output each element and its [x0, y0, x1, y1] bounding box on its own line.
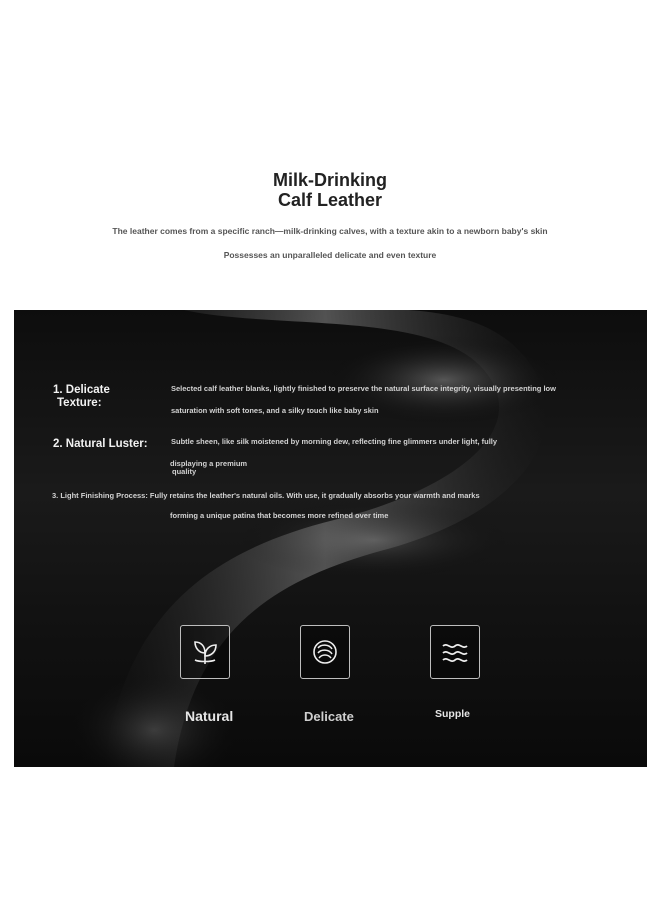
detail-2-label: 2. Natural Luster: — [53, 438, 148, 450]
leather-feature-panel — [14, 310, 647, 767]
feature-supple-label: Supple — [435, 708, 471, 720]
subtitle-texture: Possesses an unparalleled delicate and even texture — [223, 250, 437, 260]
swirl-icon — [309, 636, 341, 668]
title-line-2: Calf Leather — [277, 190, 383, 210]
detail-1-text-line-2: saturation with soft tones, and a silky touch like baby skin — [171, 406, 379, 415]
feature-supple-icon-box — [430, 625, 480, 679]
feature-natural-icon-box — [180, 625, 230, 679]
leather-background — [14, 310, 647, 767]
feature-natural-label: Natural — [185, 708, 234, 724]
detail-3-text-line-1: 3. Light Finishing Process: Fully retains the leather's natural oils. With use, it gradually absorbs your warmth and marks — [52, 491, 480, 500]
detail-1-text-line-1: Selected calf leather blanks, lightly finished to preserve the natural surface integrity, visually presenting low — [171, 384, 556, 393]
detail-2-text-line-2: displaying a premium — [170, 459, 248, 468]
title-line-1: Milk-Drinking — [272, 170, 387, 190]
detail-2-text-line-3: quality — [172, 467, 197, 476]
feature-delicate-icon-box — [300, 625, 350, 679]
detail-2-text-line-1: Subtle sheen, like silk moistened by morning dew, reflecting fine glimmers under light, fully — [171, 437, 498, 446]
leaf-icon — [189, 636, 221, 668]
subtitle-origin: The leather comes from a specific ranch—milk-drinking calves, with a texture akin to a newborn baby's skin — [112, 226, 548, 236]
waves-icon — [439, 636, 471, 668]
detail-3-text-line-2: forming a unique patina that becomes more refined over time — [170, 511, 389, 520]
detail-1-label: 1. Delicate Texture: — [53, 384, 110, 409]
feature-delicate-label: Delicate — [304, 709, 354, 724]
page-title — [0, 170, 660, 210]
